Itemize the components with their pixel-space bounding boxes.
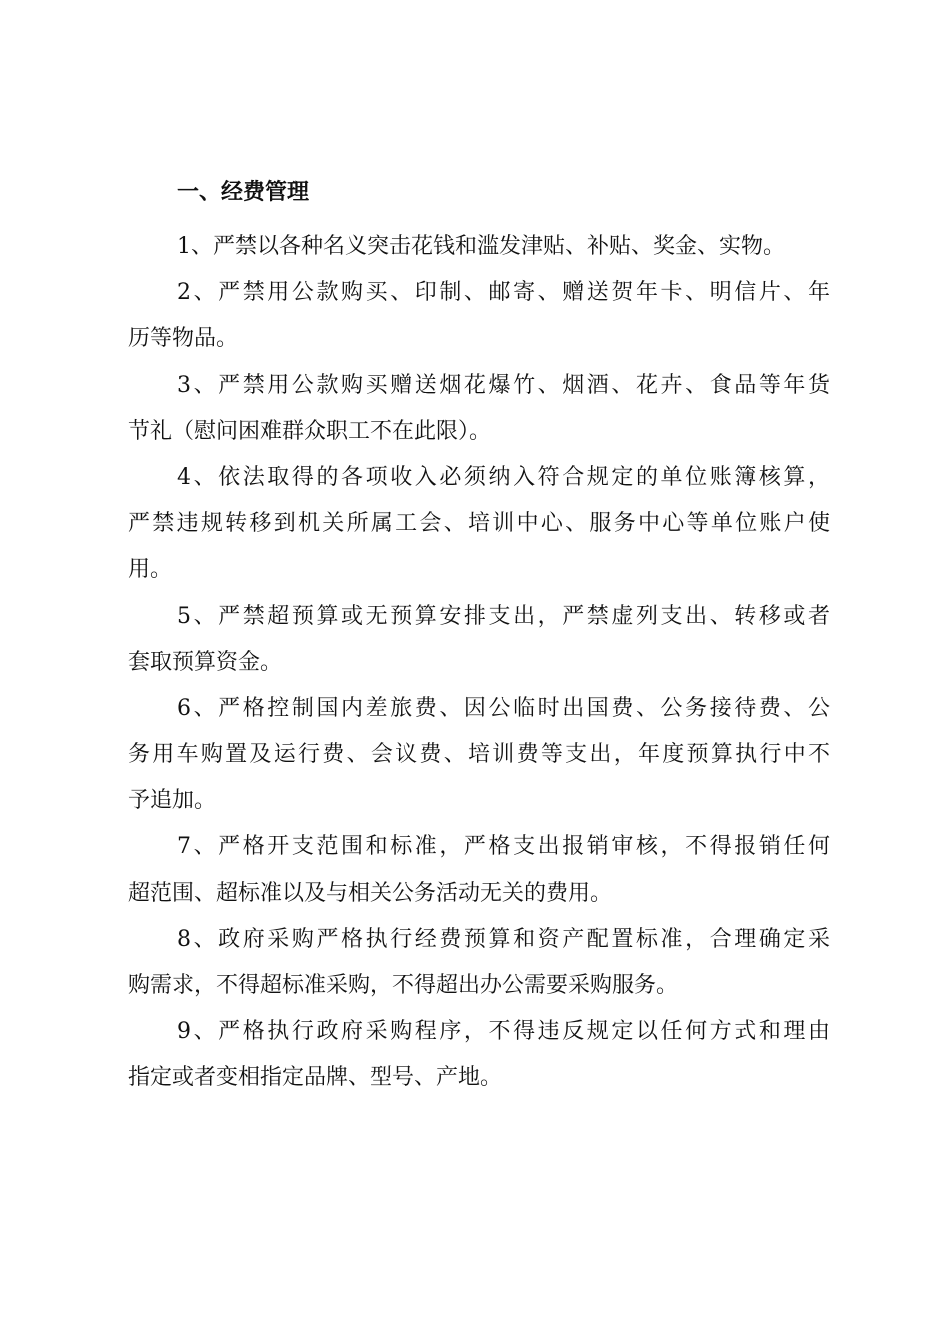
paragraph-line: 4、依法取得的各项收入必须纳入符合规定的单位账簿核算， bbox=[177, 464, 830, 490]
document-body bbox=[128, 224, 830, 1102]
paragraph-4 bbox=[128, 455, 830, 594]
paragraph-line: 9、严格执行政府采购程序，不得违反规定以任何方式和理由 bbox=[177, 1019, 830, 1045]
paragraph-line: 超范围、超标准以及与相关公务活动无关的费用。 bbox=[128, 880, 613, 906]
paragraph-9 bbox=[128, 1009, 830, 1101]
paragraph-8 bbox=[128, 917, 830, 1009]
paragraph-line: 6、严格控制国内差旅费、因公临时出国费、公务接待费、公 bbox=[177, 695, 830, 721]
paragraph-line: 1、严禁以各种名义突击花钱和滥发津贴、补贴、奖金、实物。 bbox=[177, 234, 785, 259]
paragraph-line: 节礼（慰问困难群众职工不在此限）。 bbox=[128, 418, 492, 444]
paragraph-6 bbox=[128, 686, 830, 825]
paragraph-line: 5、严禁超预算或无预算安排支出，严禁虚列支出、转移或者 bbox=[177, 603, 830, 629]
paragraph-1 bbox=[128, 224, 830, 270]
paragraph-line: 严禁违规转移到机关所属工会、培训中心、服务中心等单位账户使 bbox=[128, 511, 830, 537]
paragraph-5 bbox=[128, 594, 830, 686]
paragraph-line: 指定或者变相指定品牌、型号、产地。 bbox=[128, 1065, 503, 1091]
paragraph-line: 历等物品。 bbox=[128, 326, 239, 352]
paragraph-line: 务用车购置及运行费、会议费、培训费等支出，年度预算执行中不 bbox=[128, 742, 830, 768]
paragraph-3 bbox=[128, 363, 830, 455]
paragraph-line: 3、严禁用公款购买赠送烟花爆竹、烟酒、花卉、食品等年货 bbox=[177, 372, 830, 398]
paragraph-line: 套取预算资金。 bbox=[128, 649, 283, 675]
section-heading: 一、经费管理 bbox=[177, 180, 310, 205]
paragraph-7 bbox=[128, 824, 830, 916]
paragraph-line: 购需求，不得超标准采购，不得超出办公需要采购服务。 bbox=[128, 973, 679, 998]
paragraph-2 bbox=[128, 270, 830, 362]
paragraph-line: 8、政府采购严格执行经费预算和资产配置标准，合理确定采 bbox=[177, 926, 830, 952]
paragraph-line: 用。 bbox=[128, 557, 173, 583]
paragraph-line: 予追加。 bbox=[128, 788, 217, 814]
paragraph-line: 2、严禁用公款购买、印制、邮寄、赠送贺年卡、明信片、年 bbox=[177, 280, 830, 306]
paragraph-line: 7、严格开支范围和标准，严格支出报销审核，不得报销任何 bbox=[177, 834, 830, 860]
